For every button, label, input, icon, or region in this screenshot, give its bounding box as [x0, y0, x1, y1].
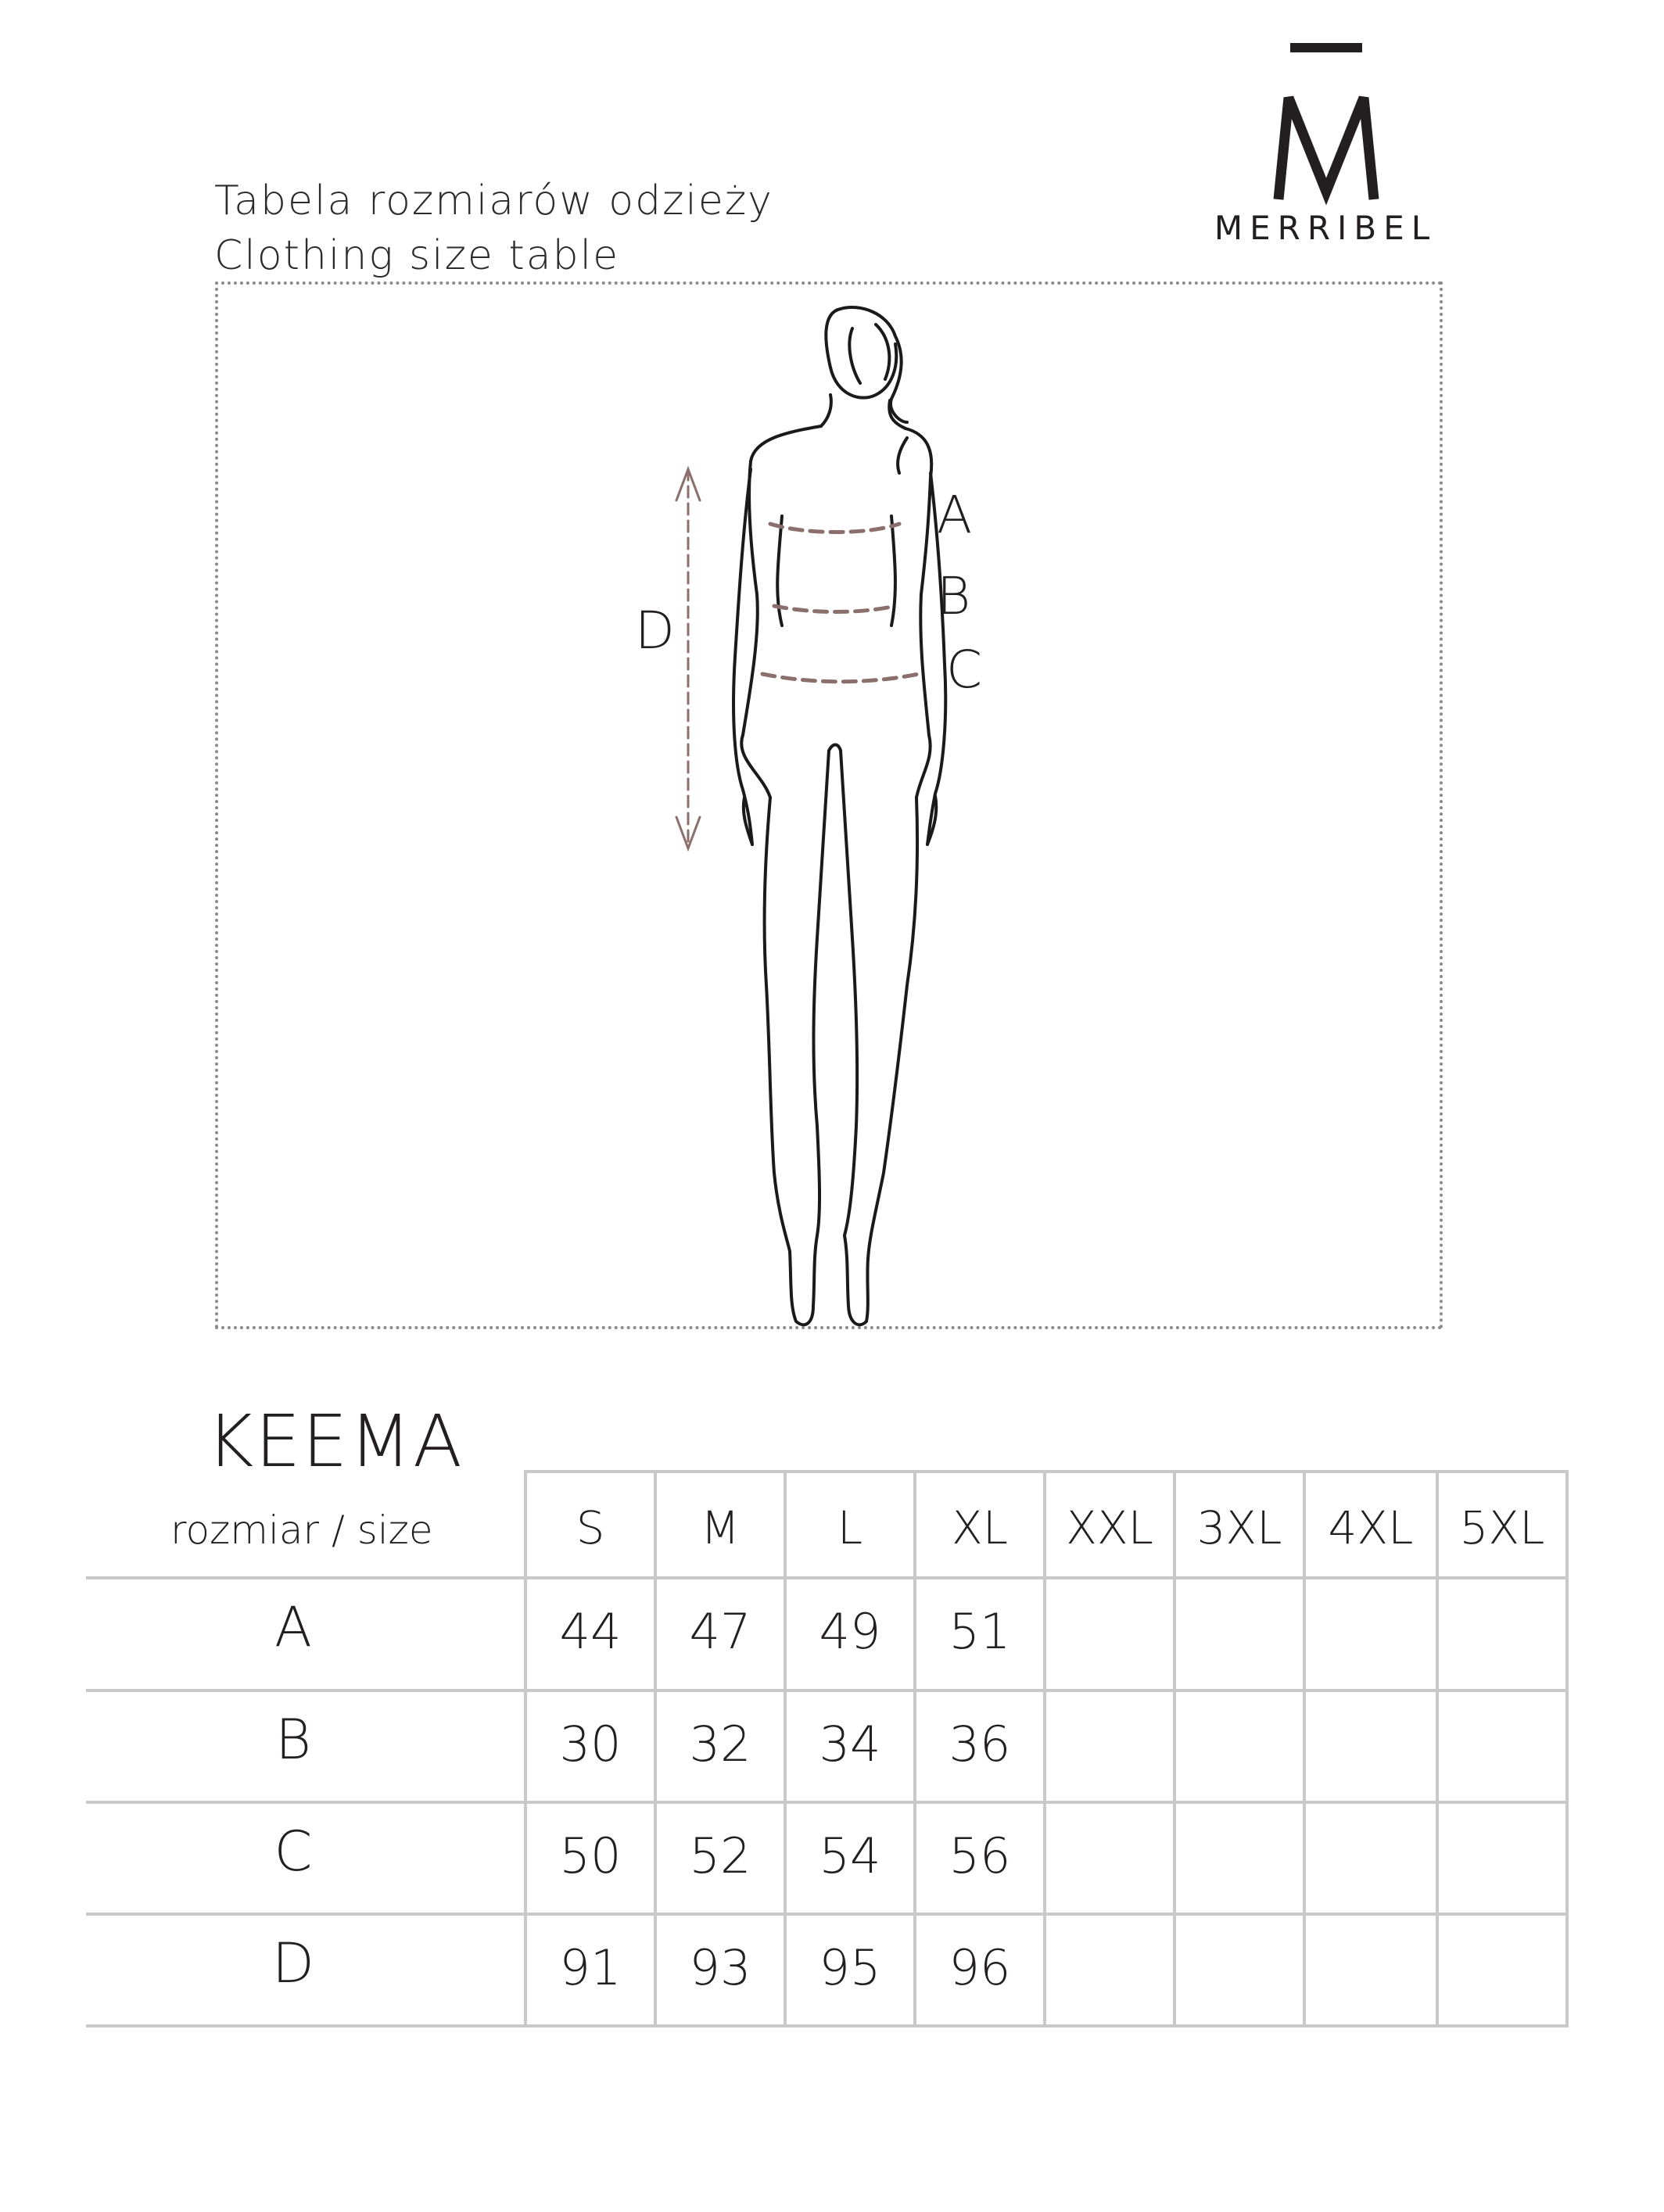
table-cell: 95: [819, 1939, 881, 1996]
size-header-5xl: 5XL: [1459, 1501, 1545, 1554]
title-polish: Tabela rozmiarów odzieży: [214, 177, 773, 224]
size-header-4xl: 4XL: [1328, 1501, 1414, 1554]
size-header-l: L: [837, 1501, 863, 1554]
measure-label-c: C: [946, 640, 983, 700]
table-cell: 91: [559, 1939, 622, 1996]
row-label-d: D: [272, 1931, 314, 1995]
table-cell: 54: [819, 1827, 881, 1884]
measure-label-d: D: [635, 601, 675, 661]
size-header-xxl: XXL: [1066, 1501, 1153, 1554]
size-header-xl: XL: [951, 1501, 1009, 1554]
table-cell: 51: [949, 1603, 1011, 1660]
table-cell: 47: [689, 1603, 751, 1660]
table-cell: 32: [689, 1715, 751, 1773]
size-caption: rozmiar / size: [170, 1508, 433, 1553]
measure-label-b: B: [937, 566, 971, 626]
table-cell: 36: [949, 1715, 1011, 1773]
size-header-3xl: 3XL: [1196, 1501, 1282, 1554]
product-name: KEEMA: [206, 1400, 464, 1483]
row-label-a: A: [274, 1595, 312, 1659]
table-cell: 50: [559, 1827, 622, 1884]
row-label-b: B: [275, 1708, 311, 1772]
size-header-s: S: [576, 1501, 605, 1554]
table-cell: 93: [689, 1939, 751, 1996]
row-label-c: C: [274, 1819, 313, 1884]
table-cell: 52: [689, 1827, 751, 1884]
table-cell: 49: [819, 1603, 881, 1660]
table-cell: 56: [949, 1827, 1011, 1884]
title-english: Clothing size table: [214, 232, 620, 279]
table-cell: 44: [559, 1603, 622, 1660]
size-header-m: M: [700, 1501, 741, 1554]
table-cell: 34: [819, 1715, 881, 1773]
measure-label-a: A: [937, 485, 973, 545]
table-cell: 96: [949, 1939, 1011, 1996]
table-cell: 30: [559, 1715, 622, 1773]
brand-name: MERRIBEL: [1214, 209, 1437, 247]
